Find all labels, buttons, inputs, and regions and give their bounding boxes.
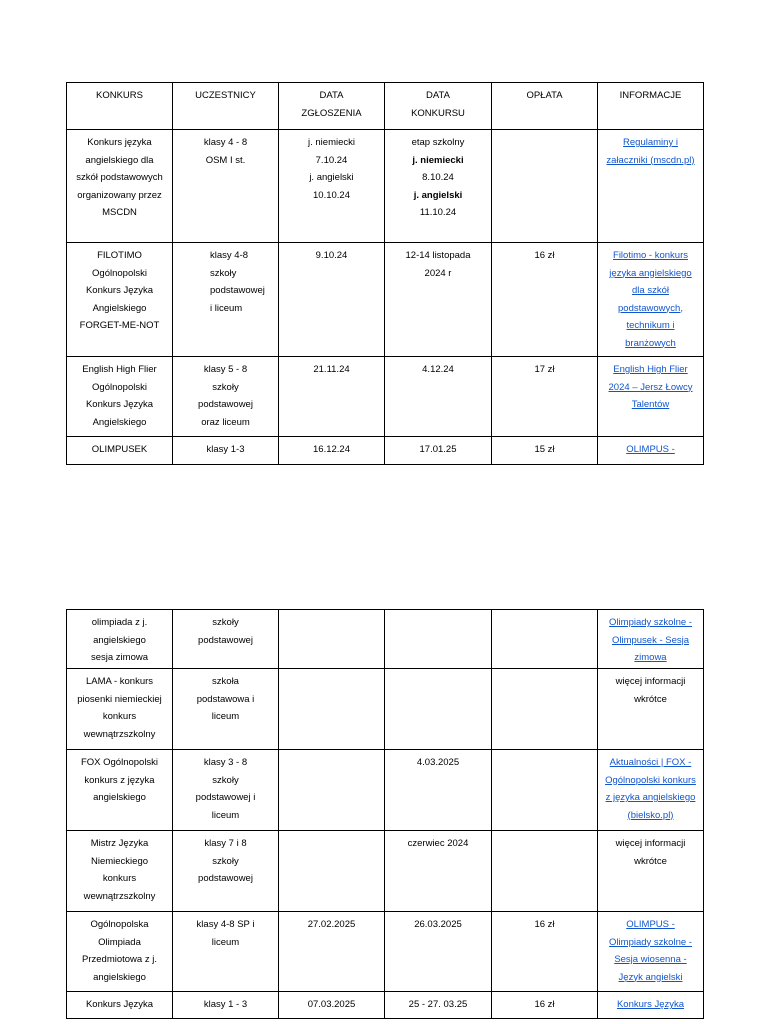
cell-informacje <box>598 130 704 243</box>
table-row <box>67 610 704 669</box>
cell-informacje <box>598 437 704 465</box>
cell-data-zgloszenia <box>279 669 385 750</box>
table-row <box>67 831 704 912</box>
cell-konkurs: FOX Ogólnopolski konkurs z języka angielskiego <box>67 750 173 831</box>
cell-oplata: 15 zł <box>492 437 598 465</box>
cell-konkurs: FILOTIMO Ogólnopolski Konkurs Języka Angielskiego FORGET-ME-NOT <box>67 243 173 357</box>
cell-data-zgloszenia: 16.12.24 <box>279 437 385 465</box>
cell-oplata: 17 zł <box>492 357 598 437</box>
cell-oplata: 16 zł <box>492 992 598 1019</box>
competitions-table-page2 <box>66 609 704 1019</box>
cell-oplata <box>492 130 598 243</box>
info-link-english-high-flier[interactable]: English High Flier 2024 – Jersz Łowcy Talentów <box>608 364 693 410</box>
table-row <box>67 243 704 357</box>
cell-data-konkursu <box>385 610 492 669</box>
cell-informacje <box>598 750 704 831</box>
cell-uczestnicy: klasy 1-3 <box>173 437 279 465</box>
cell-informacje <box>598 243 704 357</box>
cell-data-konkursu: 4.03.2025 <box>385 750 492 831</box>
cell-uczestnicy: klasy 3 - 8 szkoły podstawowej i liceum <box>173 750 279 831</box>
table-row <box>67 130 704 243</box>
info-link-konkurs-jezyka[interactable]: Konkurs Języka <box>616 999 685 1010</box>
cell-oplata <box>492 831 598 912</box>
info-link-filotimo[interactable]: Filotimo - konkurs języka angielskiego dla szkół podstawowych, technikum i branżowych <box>609 250 692 349</box>
header-uczestnicy: UCZESTNICY <box>173 83 279 130</box>
cell-uczestnicy: klasy 1 - 3 <box>173 992 279 1019</box>
info-link-olimpus-sesja-wiosenna[interactable]: OLIMPUS - Olimpiady szkolne - Sesja wiosenna - Język angielski <box>609 919 692 983</box>
cell-uczestnicy: klasy 7 i 8 szkoły podstawowej <box>173 831 279 912</box>
header-data-konkursu: DATA KONKURSU <box>385 83 492 130</box>
competitions-table-page1 <box>66 82 704 465</box>
cell-informacje <box>598 357 704 437</box>
cell-data-konkursu: 4.12.24 <box>385 357 492 437</box>
cell-konkurs: Mistrz Języka Niemieckiego konkurs wewnątrzszkolny <box>67 831 173 912</box>
cell-data-konkursu: czerwiec 2024 <box>385 831 492 912</box>
cell-oplata <box>492 669 598 750</box>
header-oplata: OPŁATA <box>492 83 598 130</box>
info-link-mscdn[interactable]: Regulaminy i załaczniki (mscdn.pl) <box>606 137 695 166</box>
info-link-fox[interactable]: Aktualności | FOX - Ogólnopolski konkurs z języka angielskiego (bielsko.pl) <box>605 757 696 821</box>
header-informacje: INFORMACJE <box>598 83 704 130</box>
cell-uczestnicy: klasy 4 - 8 OSM I st. <box>173 130 279 243</box>
cell-informacje <box>598 610 704 669</box>
cell-data-zgloszenia: 21.11.24 <box>279 357 385 437</box>
cell-konkurs: Konkurs Języka <box>67 992 173 1019</box>
cell-uczestnicy: szkoła podstawowa i liceum <box>173 669 279 750</box>
cell-informacje: więcej informacji wkrótce <box>598 669 704 750</box>
cell-uczestnicy: klasy 5 - 8 szkoły podstawowej oraz liceum <box>173 357 279 437</box>
cell-data-zgloszenia <box>279 610 385 669</box>
cell-informacje <box>598 912 704 992</box>
header-data-zgloszenia: DATA ZGŁOSZENIA <box>279 83 385 130</box>
cell-oplata: 16 zł <box>492 912 598 992</box>
cell-konkurs: Ogólnopolska Olimpiada Przedmiotowa z j. angielskiego <box>67 912 173 992</box>
cell-data-zgloszenia: j. niemiecki 7.10.24 j. angielski 10.10.24 <box>279 130 385 243</box>
cell-konkurs: LAMA - konkurs piosenki niemieckiej konkurs wewnątrzszkolny <box>67 669 173 750</box>
table-row <box>67 669 704 750</box>
table-row <box>67 750 704 831</box>
cell-data-zgloszenia <box>279 831 385 912</box>
cell-konkurs: OLIMPUSEK <box>67 437 173 465</box>
cell-oplata <box>492 610 598 669</box>
cell-data-zgloszenia: 27.02.2025 <box>279 912 385 992</box>
cell-data-konkursu: 17.01.25 <box>385 437 492 465</box>
table-row <box>67 912 704 992</box>
cell-informacje: więcej informacji wkrótce <box>598 831 704 912</box>
cell-uczestnicy: klasy 4-8 SP i liceum <box>173 912 279 992</box>
cell-data-konkursu: 12-14 listopada 2024 r <box>385 243 492 357</box>
cell-data-zgloszenia: 07.03.2025 <box>279 992 385 1019</box>
cell-konkurs: Konkurs języka angielskiego dla szkół podstawowych organizowany przez MSCDN <box>67 130 173 243</box>
cell-informacje <box>598 992 704 1019</box>
info-link-olimpusek-sesja-zimowa[interactable]: Olimpiady szkolne - Olimpusek - Sesja zimowa <box>609 617 692 663</box>
cell-data-zgloszenia: 9.10.24 <box>279 243 385 357</box>
cell-data-konkursu: 25 - 27. 03.25 <box>385 992 492 1019</box>
cell-data-konkursu: etap szkolny j. niemiecki 8.10.24 j. angielski 11.10.24 <box>385 130 492 243</box>
cell-uczestnicy: klasy 4-8 szkoły podstawowej i liceum <box>173 243 279 357</box>
cell-konkurs: olimpiada z j. angielskiego sesja zimowa <box>67 610 173 669</box>
cell-uczestnicy: szkoły podstawowej <box>173 610 279 669</box>
cell-oplata <box>492 750 598 831</box>
table-row <box>67 437 704 465</box>
table-row <box>67 992 704 1019</box>
info-link-olimpus[interactable]: OLIMPUS - <box>626 444 675 455</box>
table-row <box>67 357 704 437</box>
cell-data-zgloszenia <box>279 750 385 831</box>
cell-konkurs: English High Flier Ogólnopolski Konkurs Języka Angielskiego <box>67 357 173 437</box>
cell-data-konkursu <box>385 669 492 750</box>
cell-oplata: 16 zł <box>492 243 598 357</box>
cell-data-konkursu: 26.03.2025 <box>385 912 492 992</box>
header-konkurs: KONKURS <box>67 83 173 130</box>
table-header-row <box>67 83 704 130</box>
